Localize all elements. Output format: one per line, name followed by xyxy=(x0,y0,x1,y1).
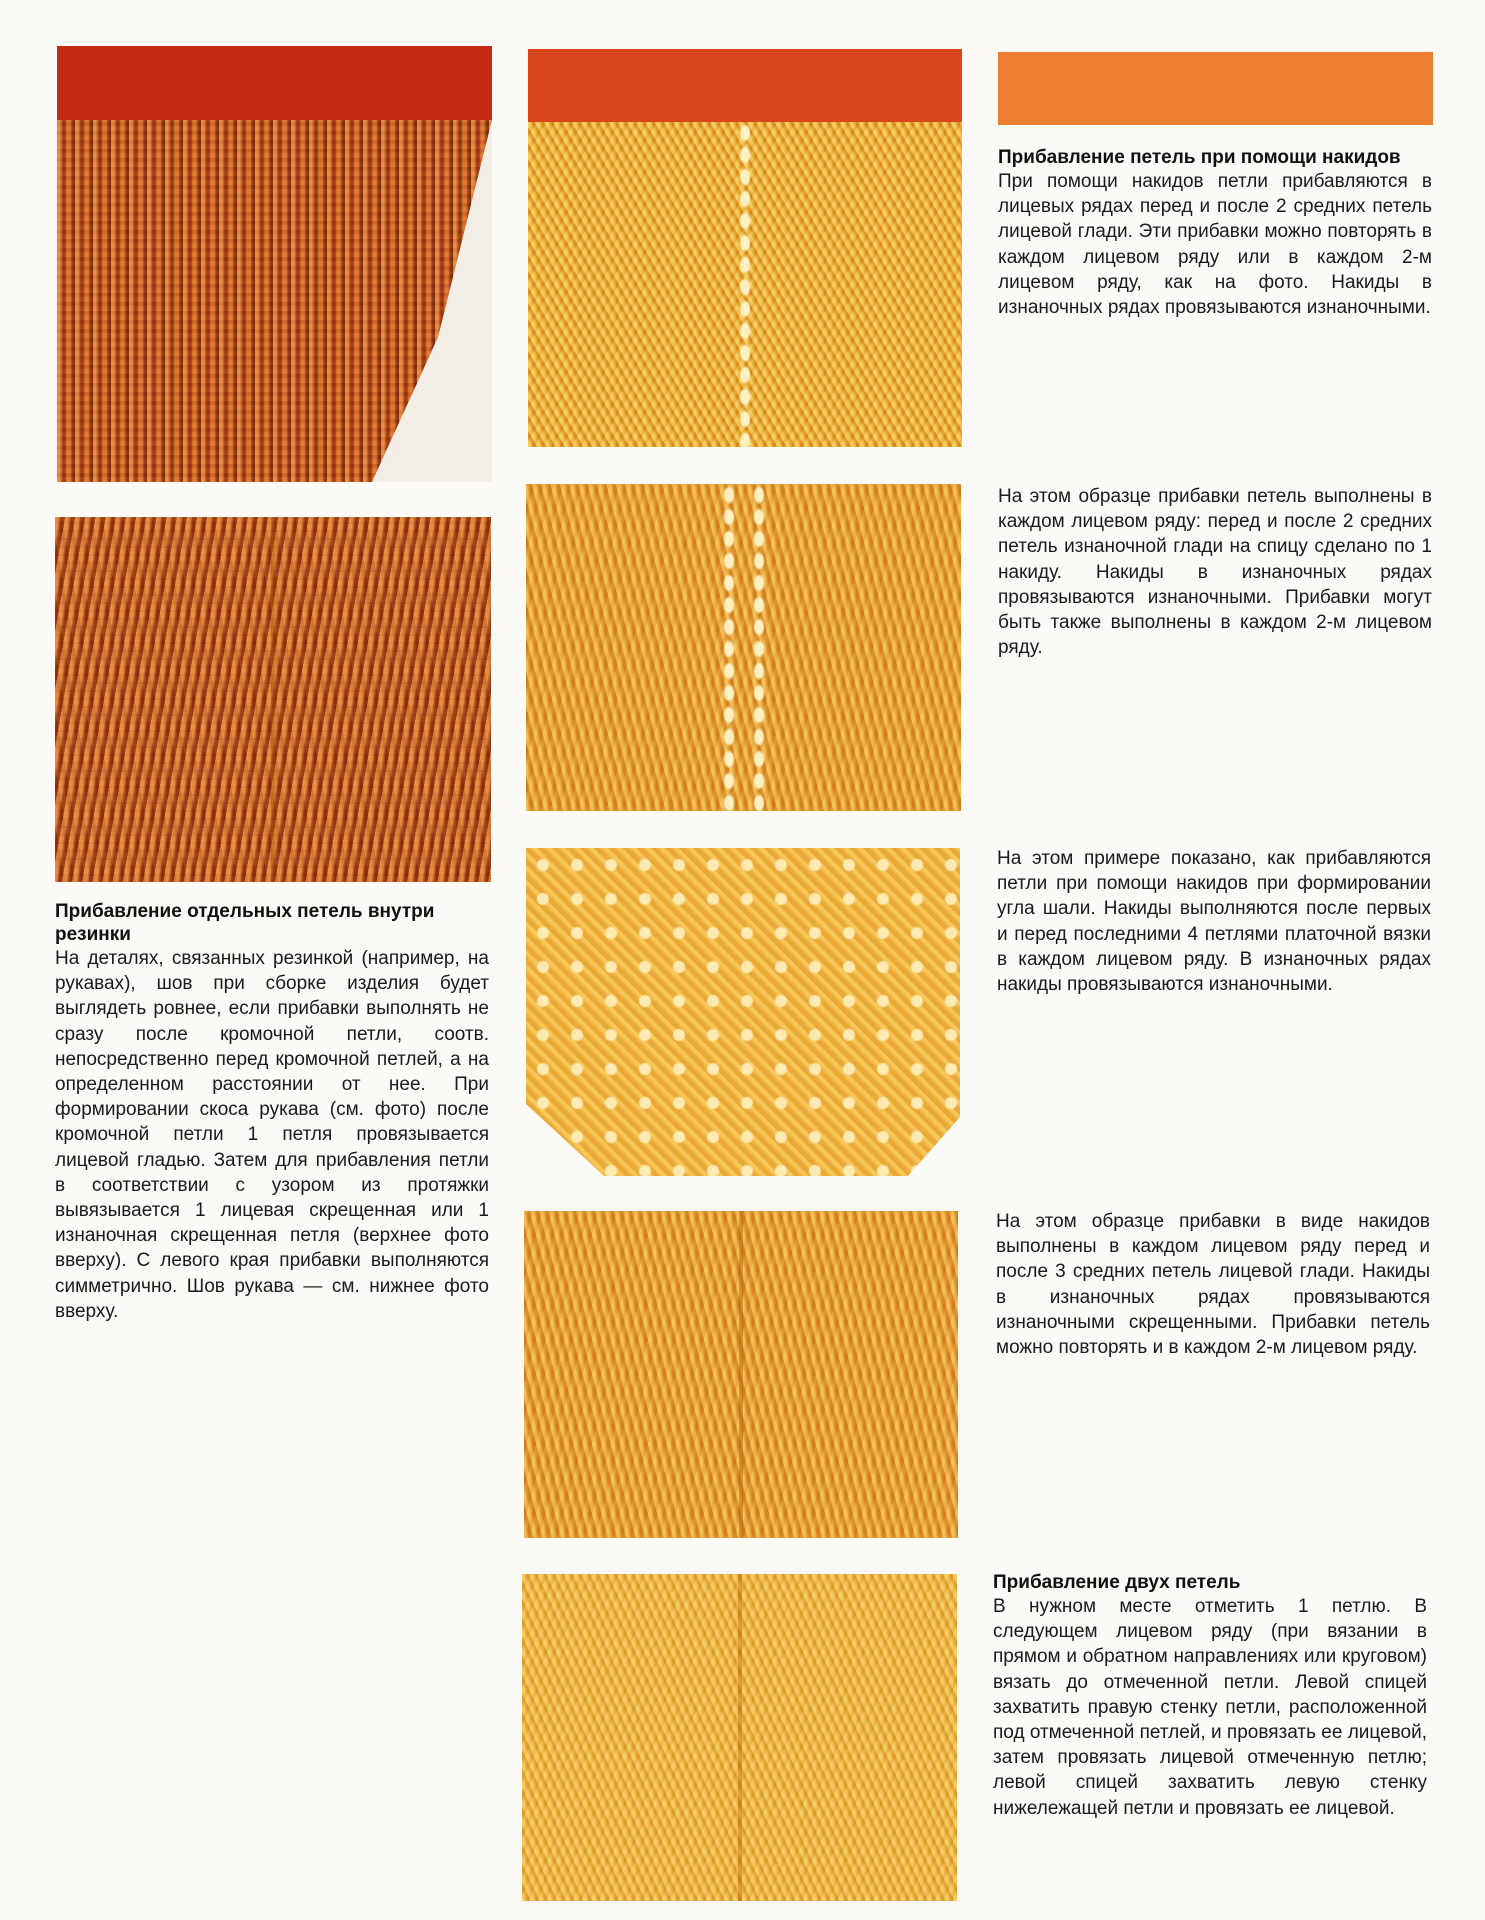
paragraph-purl-increase: На этом образце прибавки петель выполнены в каждом лицевом ряду: перед и после 2 средних петель изнаночной глади на спицу сделано по 1 накиду. Накиды в изнаночных рядах провязываются изнаночными. Прибавки могут быть также выполнены в каждом 2-м лицевом ряду. xyxy=(998,486,1432,659)
right-block-5 xyxy=(993,1571,1427,1821)
eyelet-line xyxy=(722,484,736,811)
right-block-4 xyxy=(996,1209,1430,1360)
eyelet-line xyxy=(738,122,752,447)
double-increase-swatch xyxy=(522,1574,957,1901)
yarnover-swatch xyxy=(524,1211,958,1538)
rib-swatch-bottom xyxy=(55,517,491,882)
eyelet-swatch-2 xyxy=(526,484,961,811)
color-bar-right xyxy=(998,52,1433,125)
paragraph-crossed-yarnover: На этом образце прибавки в виде накидов выполнены в каждом лицевом ряду перед и после 3 средних петель лицевой глади. Накиды в изнаночных рядах провязываются изнаночными скрещенными. Прибавки петель можно повторять и в каждом 2-м лицевом ряду. xyxy=(996,1211,1430,1359)
section-body-two-stitches: В нужном месте отметить 1 петлю. В следующем лицевом ряду (при вязании в прямом и обратном направлениях или круговом) вязать до отмеченной петли. Левой спицей захватить правую стенку петли, расположенной под отмеченной петлей, и провязать ее лицевой, затем провязать лицевой отмеченную петлю; левой спицей захватить левую стенку нижележащей петли и провязать ее лицевой. xyxy=(993,1596,1427,1819)
section-body-yarnover: При помощи накидов петли прибавляются в лицевых рядах перед и после 2 средних петель лицевой глади. Эти прибавки можно повторять в каждом лицевом ряду или в каждом 2-м лицевом ряду, как на фото. Накиды в изнаночных рядах провязываются изнаночными. xyxy=(998,171,1432,319)
right-block-3 xyxy=(997,846,1431,997)
rib-center-seam xyxy=(271,517,275,882)
left-section xyxy=(55,900,489,1324)
section-title-yarnover: Прибавление петель при помощи накидов xyxy=(998,147,1401,168)
shawl-corner-swatch xyxy=(526,848,960,1176)
paragraph-shawl-corner: На этом примере показано, как прибавляются петли при помощи накидов при формировании угла шали. Накиды выполняются после первых и перед последними 4 петлями платочной вязки в каждом лицевом ряду. В изнаночных рядах накиды провязываются изнаночными. xyxy=(997,848,1431,996)
center-column xyxy=(738,1574,742,1901)
eyelet-swatch-1 xyxy=(528,122,962,447)
section-title-two-stitches: Прибавление двух петель xyxy=(993,1572,1241,1593)
color-bar-left xyxy=(57,46,492,120)
color-bar-middle xyxy=(528,49,962,122)
eyelet-line xyxy=(752,484,766,811)
section-body-rib-increase: На деталях, связанных резинкой (например, на рукавах), шов при сборке изделия будет выглядеть ровнее, если прибавки выполнять не сразу после кромочной петли, соотв. непосредственно перед кромочной петлей, а на определенном расстоянии от нее. При формировании скоса рукава (см. фото) после кромочной петли 1 петля провязывается лицевой гладью. Затем для прибавления петли в соответствии с узором из протяжки вывязывается 1 лицевая скрещенная или 1 изнаночная скрещенная петля (верхнее фото вверху). С левого края прибавки выполняются симметрично. Шов рукава — см. нижнее фото вверху. xyxy=(55,948,489,1322)
swatch-fold xyxy=(372,120,492,482)
center-column xyxy=(739,1211,743,1538)
rib-swatch-top xyxy=(57,120,492,482)
right-block-1 xyxy=(998,146,1432,320)
right-block-2 xyxy=(998,484,1432,660)
section-title-rib-increase: Прибавление отдельных петель внутри резинки xyxy=(55,901,435,945)
